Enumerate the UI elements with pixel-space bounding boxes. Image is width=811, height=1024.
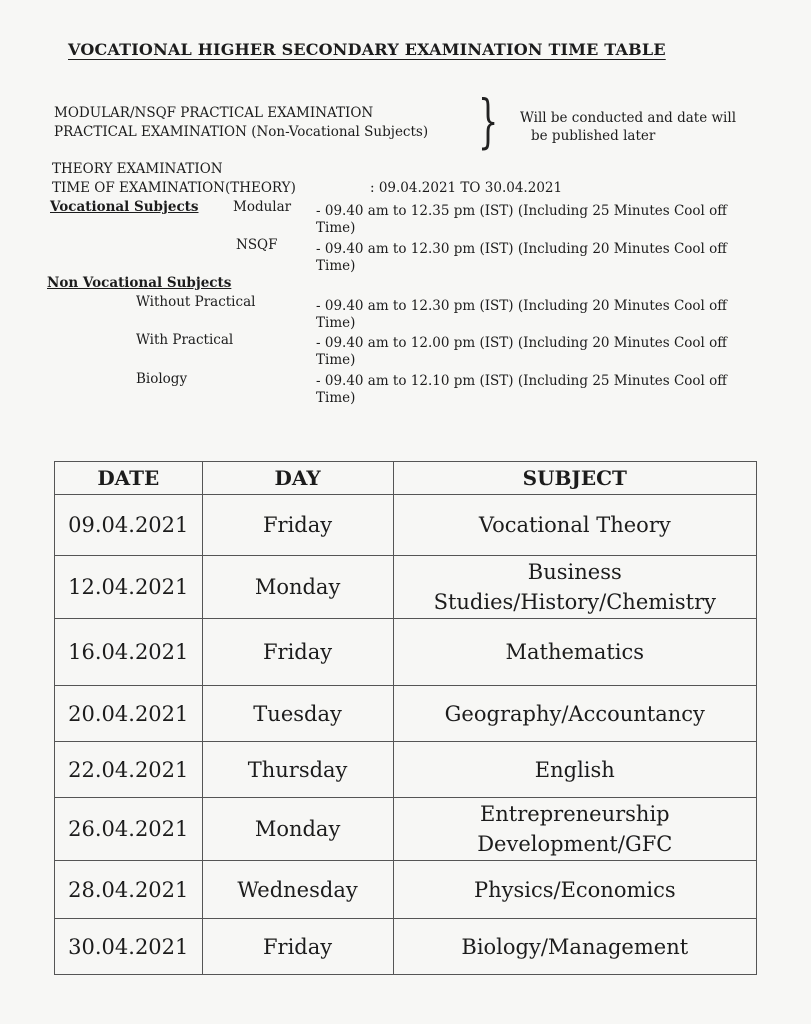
brace-icon: }	[478, 87, 499, 155]
date-cell: 16.04.2021	[55, 619, 203, 686]
document-title: VOCATIONAL HIGHER SECONDARY EXAMINATION TIME TABLE	[68, 40, 666, 59]
subject-cell: Entrepreneurship Development/GFC	[393, 798, 756, 861]
header-day: DAY	[202, 462, 393, 495]
day-cell: Thursday	[202, 742, 393, 798]
table-row	[55, 919, 757, 975]
subject-cell: Physics/Economics	[393, 861, 756, 919]
practical-line-1: MODULAR/NSQF PRACTICAL EXAMINATION	[54, 105, 374, 121]
subject-cell: Business Studies/History/Chemistry	[393, 556, 756, 619]
practical-line-2: PRACTICAL EXAMINATION (Non-Vocational Subjects)	[54, 124, 429, 140]
vocational-heading: Vocational Subjects	[50, 199, 199, 215]
day-cell: Friday	[202, 919, 393, 975]
day-cell: Friday	[202, 495, 393, 556]
theory-time-label: TIME OF EXAMINATION(THEORY)	[52, 180, 296, 196]
day-cell: Monday	[202, 798, 393, 861]
day-cell: Friday	[202, 619, 393, 686]
day-cell: Tuesday	[202, 686, 393, 742]
nsqf-time: - 09.40 am to 12.30 pm (IST) (Including 20 Minutes Cool off Time)	[316, 241, 727, 274]
modular-time: - 09.40 am to 12.35 pm (IST) (Including 25 Minutes Cool off Time)	[316, 203, 727, 236]
theory-time-value: : 09.04.2021 TO 30.04.2021	[370, 180, 563, 196]
subject-cell: Biology/Management	[393, 919, 756, 975]
without-practical-label: Without Practical	[136, 294, 256, 310]
table-row	[55, 742, 757, 798]
table-row	[55, 556, 757, 619]
date-cell: 12.04.2021	[55, 556, 203, 619]
practical-note-line-1: Will be conducted and date will	[520, 110, 737, 126]
with-practical-time: - 09.40 am to 12.00 pm (IST) (Including 20 Minutes Cool off Time)	[316, 335, 727, 368]
date-cell: 30.04.2021	[55, 919, 203, 975]
table-row	[55, 798, 757, 861]
header-date: DATE	[55, 462, 203, 495]
subject-cell: English	[393, 742, 756, 798]
table-row	[55, 619, 757, 686]
biology-label: Biology	[136, 371, 188, 387]
subject-cell: Vocational Theory	[393, 495, 756, 556]
table-row	[55, 861, 757, 919]
modular-label: Modular	[233, 199, 292, 215]
exam-timetable	[54, 461, 757, 975]
date-cell: 20.04.2021	[55, 686, 203, 742]
biology-time: - 09.40 am to 12.10 pm (IST) (Including 25 Minutes Cool off Time)	[316, 373, 727, 406]
table-row	[55, 686, 757, 742]
practical-note-line-2: be published later	[531, 128, 656, 144]
without-practical-time: - 09.40 am to 12.30 pm (IST) (Including 20 Minutes Cool off Time)	[316, 298, 727, 331]
date-cell: 26.04.2021	[55, 798, 203, 861]
date-cell: 28.04.2021	[55, 861, 203, 919]
nsqf-label: NSQF	[236, 237, 278, 253]
date-cell: 09.04.2021	[55, 495, 203, 556]
with-practical-label: With Practical	[136, 332, 234, 348]
table-header-row	[55, 462, 757, 495]
subject-cell: Geography/Accountancy	[393, 686, 756, 742]
header-subject: SUBJECT	[393, 462, 756, 495]
day-cell: Wednesday	[202, 861, 393, 919]
subject-cell: Mathematics	[393, 619, 756, 686]
table-row	[55, 495, 757, 556]
non-vocational-heading: Non Vocational Subjects	[47, 275, 232, 291]
date-cell: 22.04.2021	[55, 742, 203, 798]
theory-heading: THEORY EXAMINATION	[52, 161, 223, 177]
day-cell: Monday	[202, 556, 393, 619]
